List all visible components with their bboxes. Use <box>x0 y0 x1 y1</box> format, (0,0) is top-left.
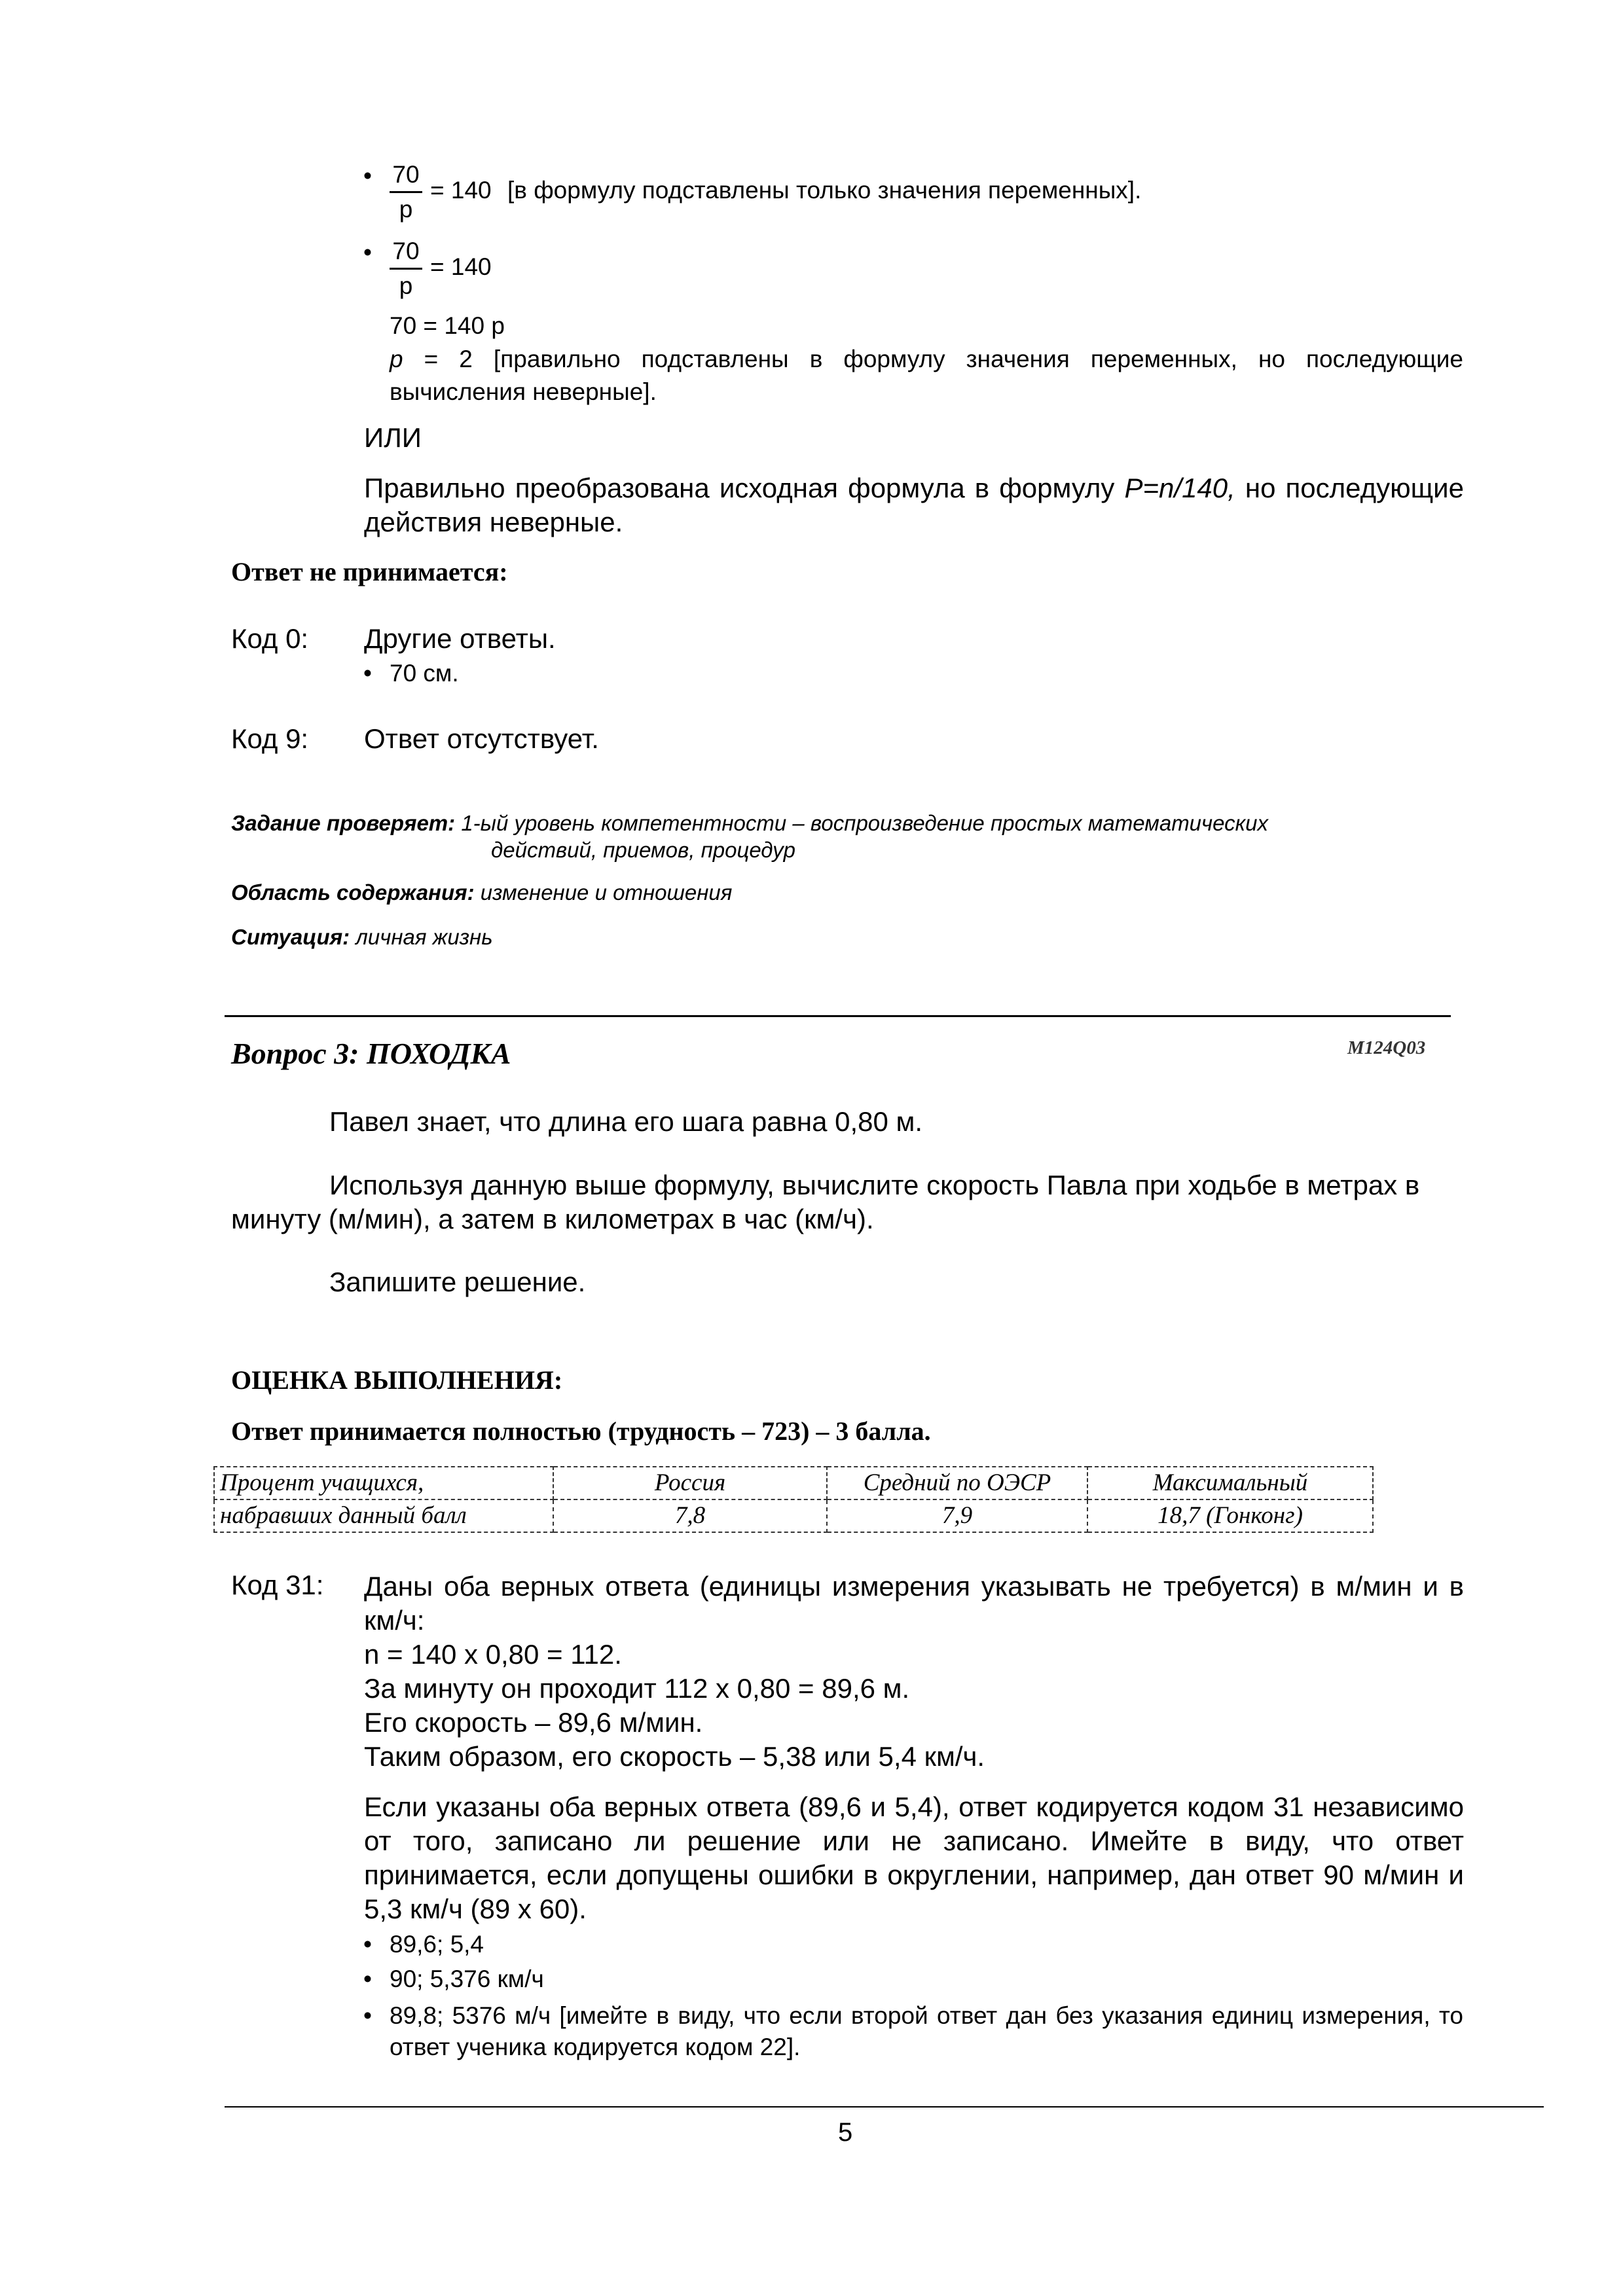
fraction-1 <box>390 161 422 223</box>
header-russia: Россия <box>553 1467 827 1499</box>
item-2-line-2-text: = 2 [правильно подставлены в формулу значения переменных, но последующие вычисления неверные]. <box>390 346 1463 405</box>
area-label: Область содержания: <box>231 880 475 905</box>
code-31-line-1: n = 140 x 0,80 = 112. <box>364 1639 622 1670</box>
question-paragraph-2: Используя данную выше формулу, вычислите скорость Павла при ходьбе в метрах в минуту (м/мин), а затем в километрах в час (км/ч). <box>231 1170 1420 1234</box>
table-row <box>214 1467 1373 1499</box>
fraction-1-numerator: • 70 <box>392 161 420 188</box>
header-max: Максимальный <box>1087 1467 1373 1499</box>
value-russia: 7,8 <box>553 1499 827 1532</box>
fraction-2 <box>390 238 422 300</box>
transform-text-2: но последующие действия неверные. <box>364 473 1464 537</box>
or-separator: ИЛИ <box>364 422 422 453</box>
situation-label: Ситуация: <box>231 925 350 949</box>
example-2: • 90; 5,376 км/ч <box>390 1965 544 1993</box>
footer-divider <box>225 2106 1544 2108</box>
code-31-line-4: Таким образом, его скорость – 5,38 или 5,4 км/ч. <box>364 1741 985 1772</box>
bullet-item-2 <box>390 239 1463 304</box>
section-divider <box>225 1015 1451 1017</box>
statistics-table <box>213 1466 1374 1533</box>
code-31-body <box>364 1570 1464 1774</box>
code-31-line-2: За минуту он проходит 112 x 0,80 = 89,6 м. <box>364 1673 910 1704</box>
situation-row <box>231 925 493 950</box>
row-label-2: набравших данный балл <box>214 1499 553 1532</box>
transform-text-1: Правильно преобразована исходная формула в формулу <box>364 473 1115 503</box>
question-code: M124Q03 <box>1347 1037 1426 1058</box>
code-0-text: Другие ответы. <box>364 623 556 654</box>
area-row <box>231 880 732 905</box>
fraction-1-rhs: = 140 <box>430 177 492 204</box>
table-row <box>214 1499 1373 1532</box>
code-9-text: Ответ отсутствует. <box>364 723 599 754</box>
item-2-line-1: 70 = 140 p <box>390 312 505 339</box>
fraction-2-rhs: = 140 <box>430 253 492 280</box>
example-3: • 89,8; 5376 м/ч [имейте в виду, что если второй ответ дан без указания единиц измерения, то ответ ученика кодируется кодом 22]. <box>390 2000 1463 2063</box>
scoring-heading: ОЦЕНКА ВЫПОЛНЕНИЯ: <box>231 1365 563 1395</box>
situation-text: личная жизнь <box>356 925 493 949</box>
code-0-label: Код 0: <box>231 623 309 654</box>
item-1-comment: [в формулу подставлены только значения переменных]. <box>507 177 1142 204</box>
header-oecd: Средний по ОЭСР <box>827 1467 1087 1499</box>
item-2-variable-p: p <box>390 346 403 372</box>
code-31-line-3: Его скорость – 89,6 м/мин. <box>364 1707 703 1738</box>
checks-text-1: 1-ый уровень компетентности – воспроизведение простых математических <box>461 811 1269 835</box>
example-1: • 89,6; 5,4 <box>390 1931 484 1958</box>
code-31-label: Код 31: <box>231 1570 324 1600</box>
value-oecd: 7,9 <box>827 1499 1087 1532</box>
transform-paragraph <box>364 471 1464 539</box>
code-9-label: Код 9: <box>231 723 309 754</box>
full-credit-heading: Ответ принимается полностью (трудность – 723) – 3 балла. <box>231 1416 931 1446</box>
item-2-line-2 <box>390 343 1463 408</box>
page-number: 5 <box>838 2118 853 2147</box>
fraction-2-denominator: p <box>399 272 413 299</box>
code-31-note: Если указаны оба верных ответа (89,6 и 5,4), ответ кодируется кодом 31 независимо от того, записано ли решение или не записано. Имейте в виду, что ответ принимается, если допущены ошибки в округлении, например, дан ответ 90 м/мин и 5,3 км/ч (89 x 60). <box>364 1791 1464 1924</box>
question-paragraph-1: Павел знает, что длина его шага равна 0,80 м. <box>329 1106 923 1137</box>
area-text: изменение и отношения <box>480 880 733 905</box>
question-paragraph-3: Запишите решение. <box>329 1266 586 1297</box>
not-accepted-heading: Ответ не принимается: <box>231 557 508 586</box>
checks-text-2: действий, приемов, процедур <box>491 838 796 862</box>
row-label-1: Процент учащихся, <box>214 1467 553 1499</box>
value-max: 18,7 (Гонконг) <box>1087 1499 1373 1532</box>
code-0-example: • 70 см. <box>390 660 459 687</box>
question-title: Вопрос 3: ПОХОДКА <box>231 1037 511 1070</box>
transform-formula: P=n/140, <box>1124 473 1235 503</box>
code-31-line-0: Даны оба верных ответа (единицы измерения указывать не требуется) в м/мин и в км/ч: <box>364 1571 1464 1636</box>
bullet-item-1 <box>390 162 1463 228</box>
checks-label: Задание проверяет: <box>231 811 456 835</box>
checks-row <box>231 808 1268 838</box>
fraction-2-numerator: • 70 <box>392 238 420 264</box>
fraction-1-denominator: p <box>399 196 413 223</box>
